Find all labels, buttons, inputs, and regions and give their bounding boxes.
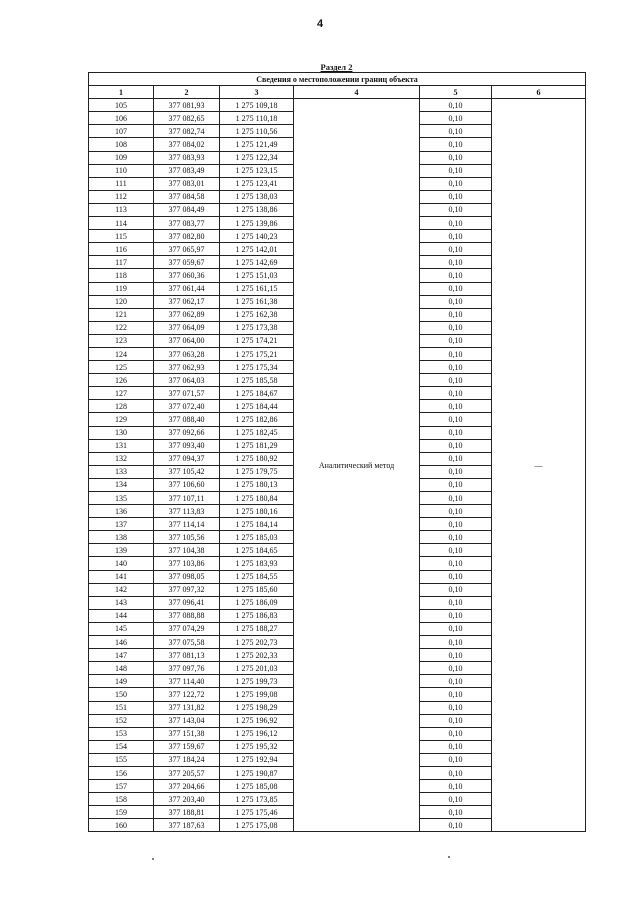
point-number-cell: 152	[89, 714, 154, 727]
accuracy-cell: 0,10	[420, 492, 492, 505]
boundary-table	[88, 72, 586, 832]
y-coordinate-cell: 1 275 161,38	[220, 295, 294, 308]
accuracy-cell: 0,10	[420, 675, 492, 688]
y-coordinate-cell: 1 275 121,49	[220, 138, 294, 151]
y-coordinate-cell: 1 275 138,03	[220, 190, 294, 203]
accuracy-cell: 0,10	[420, 308, 492, 321]
point-number-cell: 139	[89, 544, 154, 557]
x-coordinate-cell: 377 151,38	[154, 727, 220, 740]
accuracy-cell: 0,10	[420, 387, 492, 400]
x-coordinate-cell: 377 088,40	[154, 413, 220, 426]
point-number-cell: 138	[89, 531, 154, 544]
y-coordinate-cell: 1 275 173,38	[220, 321, 294, 334]
y-coordinate-cell: 1 275 185,03	[220, 531, 294, 544]
y-coordinate-cell: 1 275 180,13	[220, 478, 294, 491]
point-number-cell: 117	[89, 256, 154, 269]
y-coordinate-cell: 1 275 192,94	[220, 753, 294, 766]
y-coordinate-cell: 1 275 188,27	[220, 622, 294, 635]
point-number-cell: 151	[89, 701, 154, 714]
accuracy-cell: 0,10	[420, 609, 492, 622]
x-coordinate-cell: 377 094,37	[154, 452, 220, 465]
y-coordinate-cell: 1 275 142,01	[220, 243, 294, 256]
x-coordinate-cell: 377 122,72	[154, 688, 220, 701]
accuracy-cell: 0,10	[420, 282, 492, 295]
point-number-cell: 148	[89, 662, 154, 675]
accuracy-cell: 0,10	[420, 138, 492, 151]
point-number-cell: 110	[89, 164, 154, 177]
x-coordinate-cell: 377 114,40	[154, 675, 220, 688]
point-number-cell: 109	[89, 151, 154, 164]
section-title: Раздел 2	[320, 62, 353, 72]
accuracy-cell: 0,10	[420, 662, 492, 675]
accuracy-cell: 0,10	[420, 570, 492, 583]
accuracy-cell: 0,10	[420, 374, 492, 387]
y-coordinate-cell: 1 275 138,86	[220, 203, 294, 216]
point-number-cell: 132	[89, 452, 154, 465]
point-number-cell: 146	[89, 636, 154, 649]
x-coordinate-cell: 377 105,56	[154, 531, 220, 544]
x-coordinate-cell: 377 083,93	[154, 151, 220, 164]
accuracy-cell: 0,10	[420, 649, 492, 662]
point-number-cell: 160	[89, 819, 154, 832]
y-coordinate-cell: 1 275 199,08	[220, 688, 294, 701]
y-coordinate-cell: 1 275 183,93	[220, 557, 294, 570]
accuracy-cell: 0,10	[420, 753, 492, 766]
point-number-cell: 123	[89, 334, 154, 347]
accuracy-cell: 0,10	[420, 740, 492, 753]
x-coordinate-cell: 377 203,40	[154, 793, 220, 806]
y-coordinate-cell: 1 275 110,18	[220, 112, 294, 125]
point-number-cell: 125	[89, 361, 154, 374]
accuracy-cell: 0,10	[420, 230, 492, 243]
accuracy-cell: 0,10	[420, 727, 492, 740]
point-number-cell: 159	[89, 806, 154, 819]
column-header-6: 6	[492, 86, 586, 99]
x-coordinate-cell: 377 061,44	[154, 282, 220, 295]
y-coordinate-cell: 1 275 180,92	[220, 452, 294, 465]
method-cell: Аналитический метод	[294, 99, 420, 832]
x-coordinate-cell: 377 082,65	[154, 112, 220, 125]
y-coordinate-cell: 1 275 185,60	[220, 583, 294, 596]
point-number-cell: 128	[89, 400, 154, 413]
column-6-cell: —	[492, 99, 586, 832]
y-coordinate-cell: 1 275 175,21	[220, 347, 294, 360]
page-number: 4	[316, 18, 324, 30]
x-coordinate-cell: 377 084,02	[154, 138, 220, 151]
table-row	[89, 99, 586, 112]
table-title: Сведения о местоположении границ объекта	[89, 73, 586, 86]
x-coordinate-cell: 377 113,83	[154, 505, 220, 518]
y-coordinate-cell: 1 275 202,73	[220, 636, 294, 649]
point-number-cell: 134	[89, 478, 154, 491]
accuracy-cell: 0,10	[420, 125, 492, 138]
accuracy-cell: 0,10	[420, 321, 492, 334]
point-number-cell: 150	[89, 688, 154, 701]
y-coordinate-cell: 1 275 184,65	[220, 544, 294, 557]
y-coordinate-cell: 1 275 195,32	[220, 740, 294, 753]
x-coordinate-cell: 377 093,40	[154, 439, 220, 452]
x-coordinate-cell: 377 083,77	[154, 217, 220, 230]
x-coordinate-cell: 377 075,58	[154, 636, 220, 649]
x-coordinate-cell: 377 062,93	[154, 361, 220, 374]
accuracy-cell: 0,10	[420, 256, 492, 269]
x-coordinate-cell: 377 184,24	[154, 753, 220, 766]
x-coordinate-cell: 377 204,66	[154, 780, 220, 793]
accuracy-cell: 0,10	[420, 688, 492, 701]
y-coordinate-cell: 1 275 175,34	[220, 361, 294, 374]
column-header-1: 1	[89, 86, 154, 99]
y-coordinate-cell: 1 275 202,33	[220, 649, 294, 662]
scan-mark	[448, 856, 450, 858]
point-number-cell: 118	[89, 269, 154, 282]
accuracy-cell: 0,10	[420, 243, 492, 256]
accuracy-cell: 0,10	[420, 583, 492, 596]
accuracy-cell: 0,10	[420, 806, 492, 819]
y-coordinate-cell: 1 275 109,18	[220, 99, 294, 112]
accuracy-cell: 0,10	[420, 361, 492, 374]
x-coordinate-cell: 377 081,13	[154, 649, 220, 662]
x-coordinate-cell: 377 084,58	[154, 190, 220, 203]
y-coordinate-cell: 1 275 110,56	[220, 125, 294, 138]
accuracy-cell: 0,10	[420, 426, 492, 439]
accuracy-cell: 0,10	[420, 793, 492, 806]
point-number-cell: 140	[89, 557, 154, 570]
point-number-cell: 115	[89, 230, 154, 243]
x-coordinate-cell: 377 064,00	[154, 334, 220, 347]
x-coordinate-cell: 377 064,09	[154, 321, 220, 334]
x-coordinate-cell: 377 083,01	[154, 177, 220, 190]
y-coordinate-cell: 1 275 201,03	[220, 662, 294, 675]
accuracy-cell: 0,10	[420, 112, 492, 125]
y-coordinate-cell: 1 275 182,86	[220, 413, 294, 426]
point-number-cell: 142	[89, 583, 154, 596]
x-coordinate-cell: 377 105,42	[154, 465, 220, 478]
y-coordinate-cell: 1 275 184,67	[220, 387, 294, 400]
x-coordinate-cell: 377 092,66	[154, 426, 220, 439]
x-coordinate-cell: 377 131,82	[154, 701, 220, 714]
point-number-cell: 127	[89, 387, 154, 400]
point-number-cell: 124	[89, 347, 154, 360]
accuracy-cell: 0,10	[420, 413, 492, 426]
accuracy-cell: 0,10	[420, 780, 492, 793]
point-number-cell: 120	[89, 295, 154, 308]
y-coordinate-cell: 1 275 185,58	[220, 374, 294, 387]
point-number-cell: 149	[89, 675, 154, 688]
column-header-2: 2	[154, 86, 220, 99]
y-coordinate-cell: 1 275 198,29	[220, 701, 294, 714]
point-number-cell: 113	[89, 203, 154, 216]
accuracy-cell: 0,10	[420, 334, 492, 347]
point-number-cell: 114	[89, 217, 154, 230]
x-coordinate-cell: 377 098,05	[154, 570, 220, 583]
column-header-row	[89, 86, 586, 99]
x-coordinate-cell: 377 114,14	[154, 518, 220, 531]
x-coordinate-cell: 377 081,93	[154, 99, 220, 112]
y-coordinate-cell: 1 275 139,86	[220, 217, 294, 230]
y-coordinate-cell: 1 275 182,45	[220, 426, 294, 439]
y-coordinate-cell: 1 275 151,03	[220, 269, 294, 282]
y-coordinate-cell: 1 275 186,09	[220, 596, 294, 609]
x-coordinate-cell: 377 104,38	[154, 544, 220, 557]
x-coordinate-cell: 377 074,29	[154, 622, 220, 635]
x-coordinate-cell: 377 082,74	[154, 125, 220, 138]
x-coordinate-cell: 377 096,41	[154, 596, 220, 609]
accuracy-cell: 0,10	[420, 99, 492, 112]
accuracy-cell: 0,10	[420, 203, 492, 216]
accuracy-cell: 0,10	[420, 505, 492, 518]
point-number-cell: 135	[89, 492, 154, 505]
accuracy-cell: 0,10	[420, 518, 492, 531]
accuracy-cell: 0,10	[420, 622, 492, 635]
accuracy-cell: 0,10	[420, 177, 492, 190]
y-coordinate-cell: 1 275 174,21	[220, 334, 294, 347]
y-coordinate-cell: 1 275 184,14	[220, 518, 294, 531]
x-coordinate-cell: 377 097,32	[154, 583, 220, 596]
point-number-cell: 133	[89, 465, 154, 478]
accuracy-cell: 0,10	[420, 439, 492, 452]
accuracy-cell: 0,10	[420, 465, 492, 478]
y-coordinate-cell: 1 275 186,83	[220, 609, 294, 622]
accuracy-cell: 0,10	[420, 190, 492, 203]
point-number-cell: 122	[89, 321, 154, 334]
x-coordinate-cell: 377 063,28	[154, 347, 220, 360]
point-number-cell: 126	[89, 374, 154, 387]
accuracy-cell: 0,10	[420, 819, 492, 832]
point-number-cell: 108	[89, 138, 154, 151]
accuracy-cell: 0,10	[420, 766, 492, 779]
point-number-cell: 136	[89, 505, 154, 518]
accuracy-cell: 0,10	[420, 164, 492, 177]
accuracy-cell: 0,10	[420, 400, 492, 413]
point-number-cell: 105	[89, 99, 154, 112]
x-coordinate-cell: 377 107,11	[154, 492, 220, 505]
point-number-cell: 137	[89, 518, 154, 531]
accuracy-cell: 0,10	[420, 217, 492, 230]
x-coordinate-cell: 377 188,81	[154, 806, 220, 819]
x-coordinate-cell: 377 159,67	[154, 740, 220, 753]
accuracy-cell: 0,10	[420, 452, 492, 465]
y-coordinate-cell: 1 275 179,75	[220, 465, 294, 478]
point-number-cell: 158	[89, 793, 154, 806]
y-coordinate-cell: 1 275 184,55	[220, 570, 294, 583]
x-coordinate-cell: 377 062,89	[154, 308, 220, 321]
point-number-cell: 157	[89, 780, 154, 793]
point-number-cell: 141	[89, 570, 154, 583]
accuracy-cell: 0,10	[420, 478, 492, 491]
point-number-cell: 131	[89, 439, 154, 452]
y-coordinate-cell: 1 275 185,08	[220, 780, 294, 793]
x-coordinate-cell: 377 064,03	[154, 374, 220, 387]
point-number-cell: 145	[89, 622, 154, 635]
accuracy-cell: 0,10	[420, 714, 492, 727]
accuracy-cell: 0,10	[420, 295, 492, 308]
point-number-cell: 153	[89, 727, 154, 740]
point-number-cell: 129	[89, 413, 154, 426]
point-number-cell: 154	[89, 740, 154, 753]
point-number-cell: 155	[89, 753, 154, 766]
point-number-cell: 107	[89, 125, 154, 138]
y-coordinate-cell: 1 275 162,38	[220, 308, 294, 321]
y-coordinate-cell: 1 275 196,12	[220, 727, 294, 740]
y-coordinate-cell: 1 275 142,69	[220, 256, 294, 269]
column-header-3: 3	[220, 86, 294, 99]
y-coordinate-cell: 1 275 173,85	[220, 793, 294, 806]
y-coordinate-cell: 1 275 190,87	[220, 766, 294, 779]
x-coordinate-cell: 377 059,67	[154, 256, 220, 269]
y-coordinate-cell: 1 275 199,73	[220, 675, 294, 688]
x-coordinate-cell: 377 106,60	[154, 478, 220, 491]
y-coordinate-cell: 1 275 175,46	[220, 806, 294, 819]
accuracy-cell: 0,10	[420, 701, 492, 714]
point-number-cell: 112	[89, 190, 154, 203]
accuracy-cell: 0,10	[420, 544, 492, 557]
y-coordinate-cell: 1 275 181,29	[220, 439, 294, 452]
y-coordinate-cell: 1 275 123,41	[220, 177, 294, 190]
x-coordinate-cell: 377 071,57	[154, 387, 220, 400]
y-coordinate-cell: 1 275 180,16	[220, 505, 294, 518]
accuracy-cell: 0,10	[420, 151, 492, 164]
point-number-cell: 111	[89, 177, 154, 190]
point-number-cell: 147	[89, 649, 154, 662]
accuracy-cell: 0,10	[420, 636, 492, 649]
accuracy-cell: 0,10	[420, 269, 492, 282]
x-coordinate-cell: 377 143,04	[154, 714, 220, 727]
y-coordinate-cell: 1 275 175,08	[220, 819, 294, 832]
x-coordinate-cell: 377 082,80	[154, 230, 220, 243]
x-coordinate-cell: 377 205,57	[154, 766, 220, 779]
point-number-cell: 156	[89, 766, 154, 779]
column-header-4: 4	[294, 86, 420, 99]
x-coordinate-cell: 377 065,97	[154, 243, 220, 256]
x-coordinate-cell: 377 103,86	[154, 557, 220, 570]
accuracy-cell: 0,10	[420, 596, 492, 609]
y-coordinate-cell: 1 275 184,44	[220, 400, 294, 413]
y-coordinate-cell: 1 275 161,15	[220, 282, 294, 295]
accuracy-cell: 0,10	[420, 347, 492, 360]
point-number-cell: 130	[89, 426, 154, 439]
accuracy-cell: 0,10	[420, 531, 492, 544]
x-coordinate-cell: 377 062,17	[154, 295, 220, 308]
y-coordinate-cell: 1 275 122,34	[220, 151, 294, 164]
point-number-cell: 116	[89, 243, 154, 256]
y-coordinate-cell: 1 275 180,84	[220, 492, 294, 505]
column-header-5: 5	[420, 86, 492, 99]
point-number-cell: 106	[89, 112, 154, 125]
x-coordinate-cell: 377 084,49	[154, 203, 220, 216]
x-coordinate-cell: 377 083,49	[154, 164, 220, 177]
y-coordinate-cell: 1 275 196,92	[220, 714, 294, 727]
point-number-cell: 143	[89, 596, 154, 609]
table-body	[89, 99, 586, 832]
x-coordinate-cell: 377 072,40	[154, 400, 220, 413]
x-coordinate-cell: 377 187,63	[154, 819, 220, 832]
y-coordinate-cell: 1 275 123,15	[220, 164, 294, 177]
point-number-cell: 144	[89, 609, 154, 622]
y-coordinate-cell: 1 275 140,23	[220, 230, 294, 243]
point-number-cell: 121	[89, 308, 154, 321]
scan-mark	[152, 858, 154, 860]
point-number-cell: 119	[89, 282, 154, 295]
x-coordinate-cell: 377 060,36	[154, 269, 220, 282]
accuracy-cell: 0,10	[420, 557, 492, 570]
x-coordinate-cell: 377 088,88	[154, 609, 220, 622]
x-coordinate-cell: 377 097,76	[154, 662, 220, 675]
